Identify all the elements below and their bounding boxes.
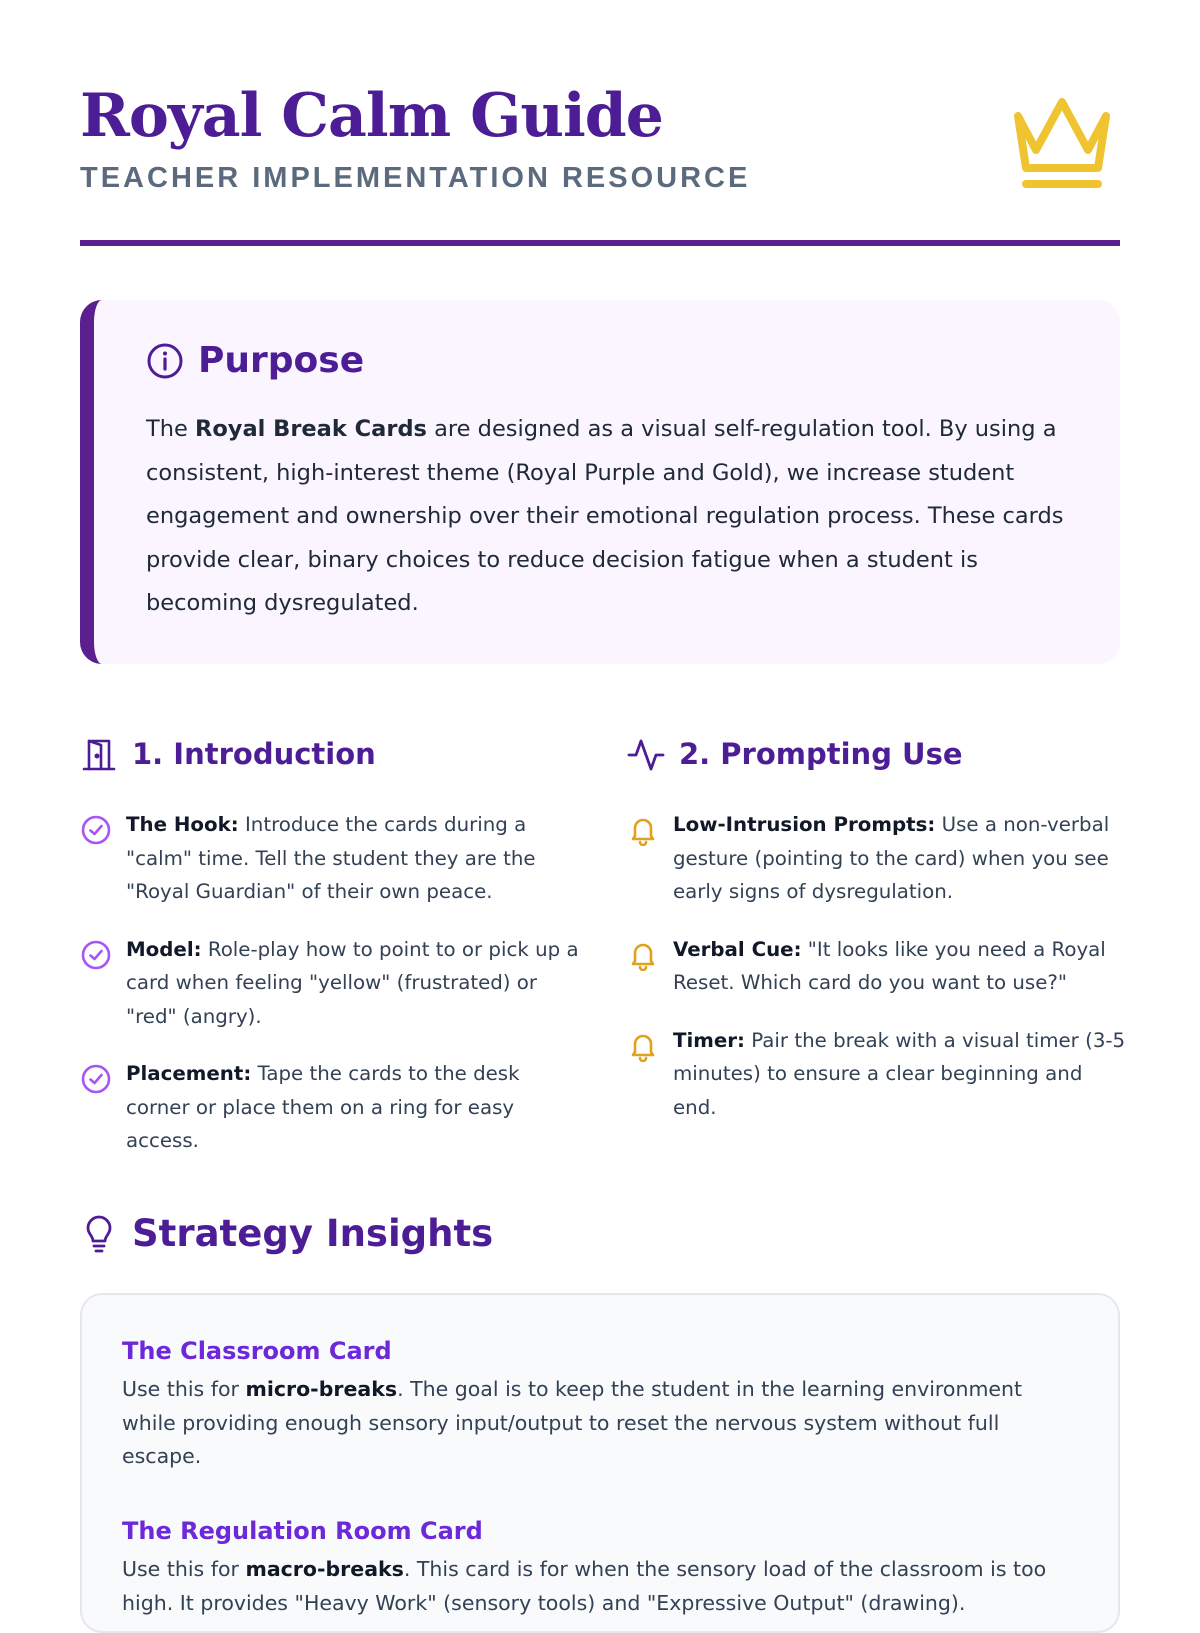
list-item-text [126, 808, 580, 909]
purpose-text-pre: The [146, 416, 195, 442]
list-item-text [673, 808, 1127, 909]
purpose-text [146, 408, 1096, 626]
strategy-card-text [122, 1373, 1062, 1474]
strategy-card-title: The Regulation Room Card [122, 1517, 483, 1545]
lightbulb-icon [80, 1214, 118, 1254]
strategy-card-text-bold: macro-breaks [245, 1557, 404, 1581]
list-item [80, 1057, 580, 1158]
list-item-text [673, 1024, 1127, 1125]
strategy-card-text-post: . This card is for when the sensory load of the classroom is too high. It provides "Heavy Work" (sensory tools) and "Expressive Output" (drawing). [122, 1557, 1047, 1615]
list-item-body: Use a non-verbal gesture (pointing to the card) when you see early signs of dysregulation. [673, 813, 1110, 903]
purpose-heading [146, 340, 364, 381]
check-circle-icon [80, 814, 112, 846]
list-item [80, 933, 580, 1034]
check-circle-icon [80, 939, 112, 971]
list-item [80, 808, 580, 909]
prompting-title: 2. Prompting Use [679, 737, 963, 771]
strategy-card-title: The Classroom Card [122, 1337, 392, 1365]
list-item-body: Tape the cards to the desk corner or place them on a ring for easy access. [126, 1062, 520, 1152]
prompting-section [627, 730, 1127, 1148]
list-item-label: Low-Intrusion Prompts: [673, 813, 936, 836]
list-item-label: Timer: [673, 1028, 745, 1052]
list-item-label: Verbal Cue: [673, 937, 802, 961]
strategy-heading [80, 1212, 493, 1255]
header [80, 80, 1120, 196]
list-item [627, 1024, 1127, 1125]
strategy-card-regulation-room [122, 1513, 1062, 1620]
activity-icon [627, 735, 665, 773]
list-item-label: The Hook: [126, 813, 239, 836]
bell-icon [627, 814, 659, 846]
strategy-card-text-pre: Use this for [122, 1557, 246, 1581]
purpose-title: Purpose [198, 340, 365, 381]
info-icon [146, 342, 184, 380]
introduction-title: 1. Introduction [132, 737, 376, 771]
bell-icon [627, 939, 659, 971]
list-item-body: "It looks like you need a Royal Reset. Which card do you want to use?" [673, 937, 1106, 994]
list-item-text [673, 933, 1127, 1000]
strategy-card-text-pre: Use this for [122, 1377, 246, 1401]
introduction-heading [80, 730, 580, 778]
purpose-callout [80, 300, 1120, 664]
introduction-list [80, 808, 580, 1158]
strategy-title: Strategy Insights [132, 1212, 494, 1255]
strategy-card-text [122, 1553, 1062, 1620]
prompting-list [627, 808, 1127, 1124]
list-item-body: Role-play how to point to or pick up a card when feeling "yellow" (frustrated) or "red" (angry). [126, 937, 579, 1028]
header-divider [80, 240, 1120, 246]
list-item [627, 808, 1127, 909]
strategy-panel [80, 1293, 1120, 1633]
strategy-card-classroom [122, 1333, 1062, 1474]
strategy-card-text-bold: micro-breaks [245, 1377, 398, 1401]
purpose-text-bold: Royal Break Cards [195, 416, 427, 442]
page-subtitle: TEACHER IMPLEMENTATION RESOURCE [80, 162, 751, 194]
page-title: Royal Calm Guide [80, 81, 663, 151]
list-item-text [126, 1057, 580, 1158]
strategy-card-text-post: . The goal is to keep the student in the learning environment while providing enough sensory input/output to reset the nervous system without full escape. [122, 1377, 1023, 1468]
prompting-heading [627, 730, 1127, 778]
list-item [627, 933, 1127, 1000]
list-item-label: Model: [126, 937, 202, 961]
list-item-text [126, 933, 580, 1034]
list-item-label: Placement: [126, 1062, 252, 1085]
list-item-body: Pair the break with a visual timer (3-5 minutes) to ensure a clear beginning and end. [673, 1028, 1126, 1119]
check-circle-icon [80, 1063, 112, 1095]
door-icon [80, 735, 118, 773]
purpose-text-post: are designed as a visual self-regulation tool. By using a consistent, high-interest theme (Royal Purple and Gold), we increase student engagement and ownership over their emotional regulation process. These cards provide clear, binary choices to reduce decision fatigue when a student is becoming dysregulated. [146, 416, 1064, 616]
introduction-section [80, 730, 580, 1182]
crown-icon [1010, 94, 1114, 190]
bell-icon [627, 1030, 659, 1062]
list-item-body: Introduce the cards during a "calm" time. Tell the student they are the "Royal Guardian" of their own peace. [126, 813, 536, 903]
